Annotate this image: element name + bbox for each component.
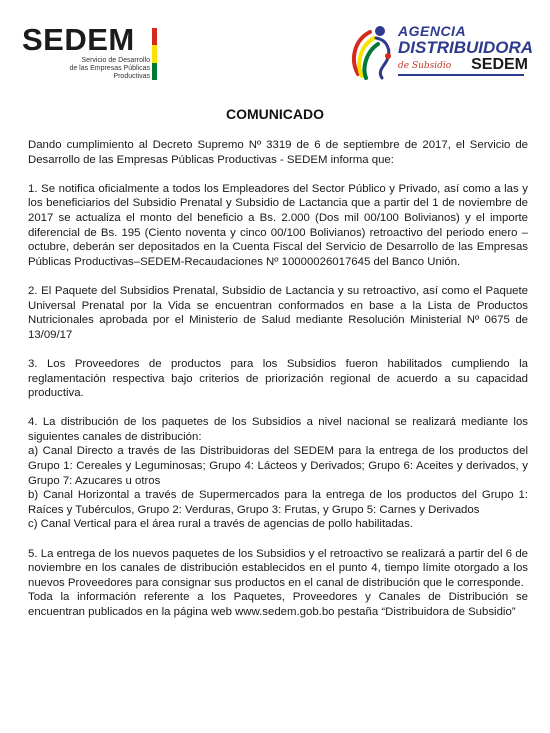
flag-stripe-yellow (152, 45, 157, 62)
header (0, 0, 550, 100)
sedem-subtitle-line: Productivas (113, 73, 150, 80)
document-body (28, 138, 528, 620)
agencia-line1: AGENCIA (398, 23, 467, 39)
bolivian-flag-bar (152, 28, 157, 80)
agencia-tagline: de Subsidio (398, 61, 452, 71)
agencia-wordmark (398, 24, 538, 77)
flag-stripe-green (152, 63, 157, 80)
intro-paragraph: Dando cumplimiento al Decreto Supremo Nº 3319 de 6 de septiembre de 2017, el Servicio de Desarrollo de las Empresas Públicas Productivas - SEDEM informa que: (28, 139, 528, 166)
point-4-text: 4. La distribución de los paquetes de los Subsidios a nivel nacional se realizará mediante los siguientes canales de distribución: (28, 416, 528, 443)
sedem-subtitle-line: de las Empresas Públicas (69, 65, 150, 72)
point-5-text: 5. La entrega de los nuevos paquetes de los Subsidios y el retroactivo se realizará a partir del 6 de noviembre en los canales de distribución establecidos en el punto 4, tiempo límite otorgado a los nuevos Proveedores para consignar sus productos en el canal de distribución que le corresponde. (28, 547, 528, 589)
agencia-underline (398, 74, 524, 76)
point-5 (28, 547, 528, 620)
channel-item-a: a) Canal Directo a través de las Distribuidoras del SEDEM para la entrega de los productos del Grupo 1: Cereales y Leguminosas; Grupo 4: Lácteos y Derivados; Grupo 6: Aceites y derivados, y Grupo 7: Azucares u otros (28, 445, 528, 487)
point-2: 2. El Paquete del Subsidios Prenatal, Subsidio de Lactancia y su retroactivo, así como el Paquete Universal Prenatal por la Vida se encuentran conformados en base a la Lista de Productos Nutricionales aprobada por el Ministerio de Salud mediante Resolución Ministerial Nº 0675 de 13/09/17 (28, 284, 528, 341)
closing-note: Toda la información referente a los Paquetes, Proveedores y Canales de Distribución se encuentran publicados en la página web www.sedem.gob.bo pestaña “Distribuidora de Subsidio” (28, 591, 528, 618)
sedem-logo-wordmark: SEDEM (22, 22, 135, 57)
mother-child-emblem-icon (348, 22, 400, 80)
document-title: COMUNICADO (226, 106, 324, 122)
sedem-subtitle-line: Servicio de Desarrollo (81, 57, 150, 64)
channel-item-b: b) Canal Horizontal a través de Supermercados para la entrega de los productos del Grupo 1: Raíces y Tubérculos, Grupo 2: Verduras, Grupo 3: Frutas, y Grupo 5: Carnes y Derivados (28, 489, 528, 516)
agencia-line2: DISTRIBUIDORA (398, 38, 534, 57)
flag-stripe-red (152, 28, 157, 45)
point-1: 1. Se notifica oficialmente a todos los Empleadores del Sector Público y Privado, así como a las y los beneficiarios del Subsidio Prenatal y Subsidio de Lactancia que a partir del 1 de noviembre de 2017 se actualiza el monto del beneficio a Bs. 2.000 (Dos mil 00/100 Bolivianos) y el importe diferencial de Bs. 195 (Ciento noventa y cinco 00/100 Bolivianos) retroactivo del periodo enero – octubre, deberán ser depositados en la Cuenta Fiscal del Servicio de Desarrollo de las Empresas Públicas Productivas–SEDEM-Recaudaciones Nº 10000026017645 del Banco Unión. (28, 182, 528, 268)
agencia-bottom-row (398, 57, 538, 77)
point-4 (28, 415, 528, 532)
agencia-distribuidora-logo (348, 22, 538, 82)
sedem-logo (22, 24, 162, 86)
sedem-logo-subtitle (58, 57, 150, 81)
point-3: 3. Los Proveedores de productos para los Subsidios fueron habilitados cumpliendo la reglamentación respectiva bajo criterios de priorización regional de acuerdo a su capacidad productiva. (28, 357, 528, 400)
channel-list (28, 444, 528, 532)
channel-item-c: c) Canal Vertical para el área rural a través de agencias de pollo habilitadas. (28, 518, 413, 531)
agencia-line3: SEDEM (471, 56, 528, 73)
